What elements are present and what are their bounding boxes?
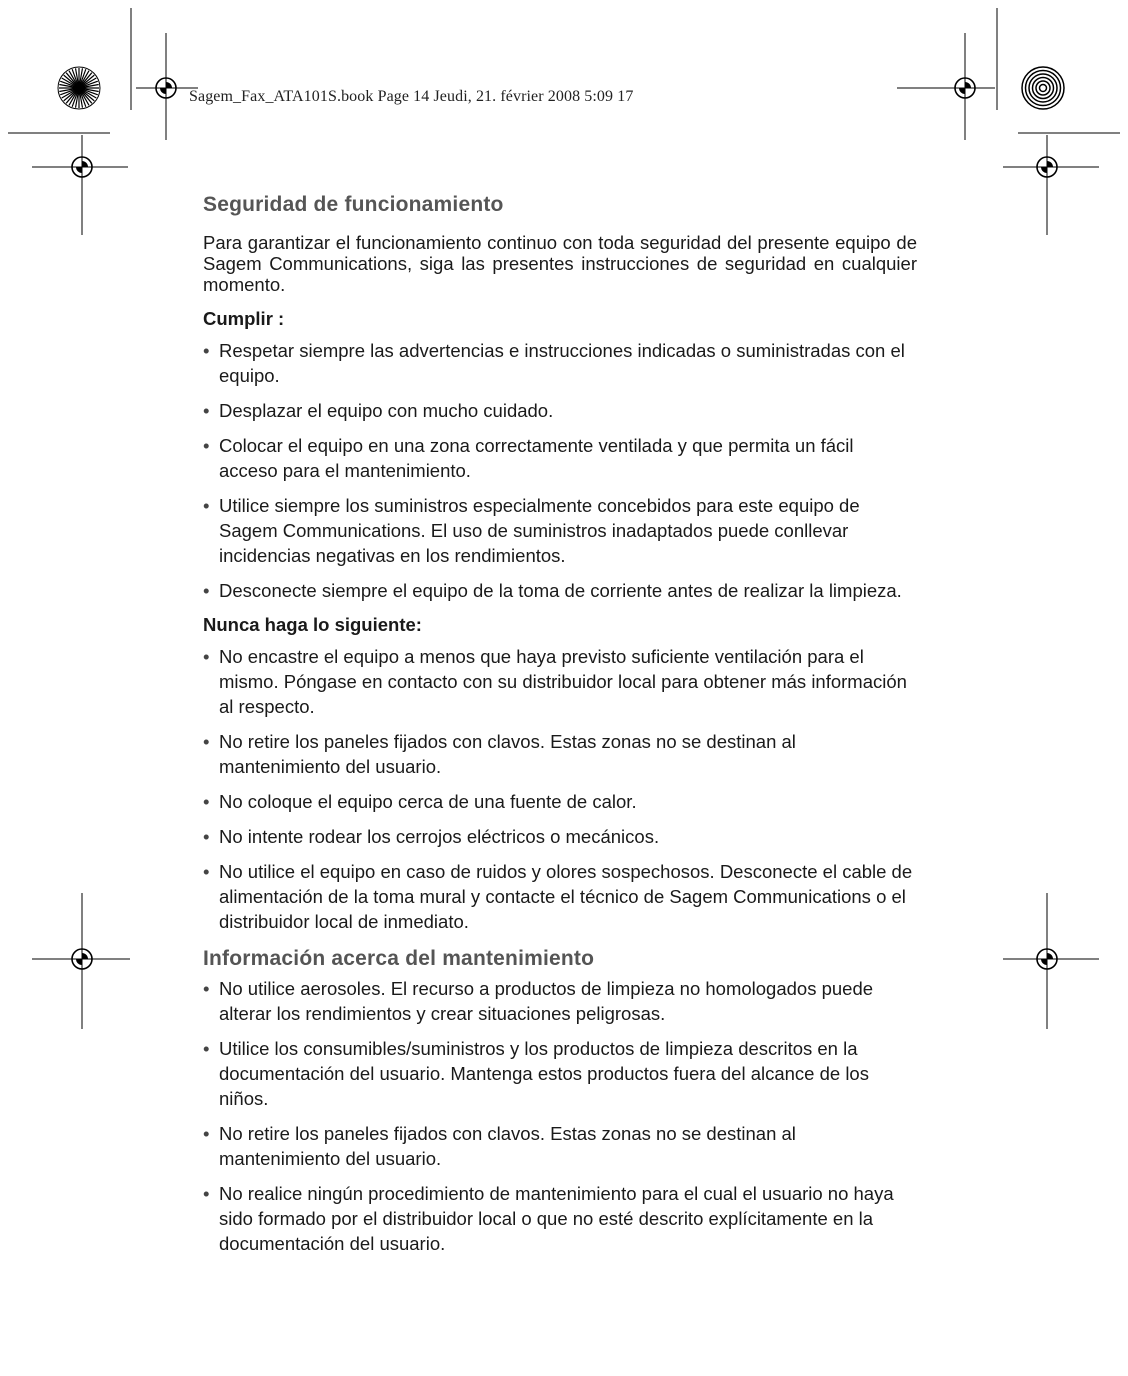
concentric-mark-icon: [1022, 67, 1064, 109]
list-item: [203, 976, 917, 1026]
bullet-icon: •: [203, 1038, 210, 1059]
bullet-icon: •: [203, 861, 210, 882]
list-item: [203, 433, 917, 483]
page-content: [203, 190, 917, 1266]
bullet-icon: •: [203, 646, 210, 667]
list-item: [203, 1121, 917, 1171]
bullet-icon: •: [203, 340, 210, 361]
list-item-text: Utilice los consumibles/suministros y los productos de limpieza descritos en la documentación del usuario. Mantenga estos productos fuera del alcance de los niños.: [219, 1038, 869, 1109]
bullet-icon: •: [203, 1183, 210, 1204]
bullet-icon: •: [203, 826, 210, 847]
list-item: [203, 338, 917, 388]
list-item: [203, 1181, 917, 1256]
list-item-text: Desplazar el equipo con mucho cuidado.: [219, 400, 554, 421]
list-item: [203, 789, 917, 814]
list-item-text: No utilice aerosoles. El recurso a productos de limpieza no homologados puede alterar los rendimientos y crear situaciones peligrosas.: [219, 978, 874, 1024]
bullet-icon: •: [203, 495, 210, 516]
registration-mark-icon: [1003, 893, 1099, 1029]
list-item-text: No encastre el equipo a menos que haya previsto suficiente ventilación para el mismo. Póngase en contacto con su distribuidor local para obtener más información al respecto.: [219, 646, 907, 717]
print-header-line: Sagem_Fax_ATA101S.book Page 14 Jeudi, 21. février 2008 5:09 17: [189, 88, 634, 105]
list-item: [203, 859, 917, 934]
list-item: [203, 398, 917, 423]
list-item-text: No intente rodear los cerrojos eléctricos o mecánicos.: [219, 826, 660, 847]
registration-mark-icon: [897, 33, 995, 140]
list-item-text: No retire los paneles fijados con clavos. Estas zonas no se destinan al mantenimiento del usuario.: [219, 731, 796, 777]
list-item-text: No utilice el equipo en caso de ruidos y olores sospechosos. Desconecte el cable de alimentación de la toma mural y contacte el técnico de Sagem Communications o el distribuidor local de inmediato.: [219, 861, 913, 932]
bullet-icon: •: [203, 580, 210, 601]
starburst-mark-icon: [58, 67, 100, 109]
list-item-text: No coloque el equipo cerca de una fuente de calor.: [219, 791, 637, 812]
intro-paragraph: Para garantizar el funcionamiento continuo con toda seguridad del presente equipo de Sagem Communications, siga las presentes instrucciones de seguridad en cualquier momento.: [203, 232, 917, 295]
list-item-text: No realice ningún procedimiento de mantenimiento para el cual el usuario no haya sido formado por el distribuidor local o que no esté descrito explícitamente en la documentación del usuario.: [219, 1183, 894, 1254]
list-item: [203, 824, 917, 849]
list-item: [203, 493, 917, 568]
list-item: [203, 578, 917, 603]
bullet-icon: •: [203, 400, 210, 421]
never-list: [203, 644, 917, 934]
list-item: [203, 729, 917, 779]
never-subheading: Nunca haga lo siguiente:: [203, 614, 422, 635]
registration-mark-icon: [1003, 135, 1099, 235]
list-item: [203, 644, 917, 719]
registration-mark-icon: [136, 33, 198, 140]
list-item-text: Respetar siempre las advertencias e instrucciones indicadas o suministradas con el equipo.: [219, 340, 905, 386]
bullet-icon: •: [203, 1123, 210, 1144]
bullet-icon: •: [203, 791, 210, 812]
bullet-icon: •: [203, 731, 210, 752]
list-item-text: No retire los paneles fijados con clavos. Estas zonas no se destinan al mantenimiento del usuario.: [219, 1123, 796, 1169]
list-item-text: Colocar el equipo en una zona correctamente ventilada y que permita un fácil acceso para el mantenimiento.: [219, 435, 854, 481]
comply-subheading: Cumplir :: [203, 308, 285, 329]
section-heading-maintenance: Información acerca del mantenimiento: [203, 947, 595, 970]
section-heading-safety: Seguridad de funcionamiento: [203, 193, 504, 216]
maintenance-list: [203, 976, 917, 1256]
comply-list: [203, 338, 917, 603]
bullet-icon: •: [203, 435, 210, 456]
registration-mark-icon: [32, 135, 128, 235]
list-item-text: Utilice siempre los suministros especialmente concebidos para este equipo de Sagem Communications. El uso de suministros inadaptados puede conllevar incidencias negativas en los rendimientos.: [219, 495, 860, 566]
list-item-text: Desconecte siempre el equipo de la toma de corriente antes de realizar la limpieza.: [219, 580, 902, 601]
registration-mark-icon: [32, 893, 130, 1029]
bullet-icon: •: [203, 978, 210, 999]
list-item: [203, 1036, 917, 1111]
